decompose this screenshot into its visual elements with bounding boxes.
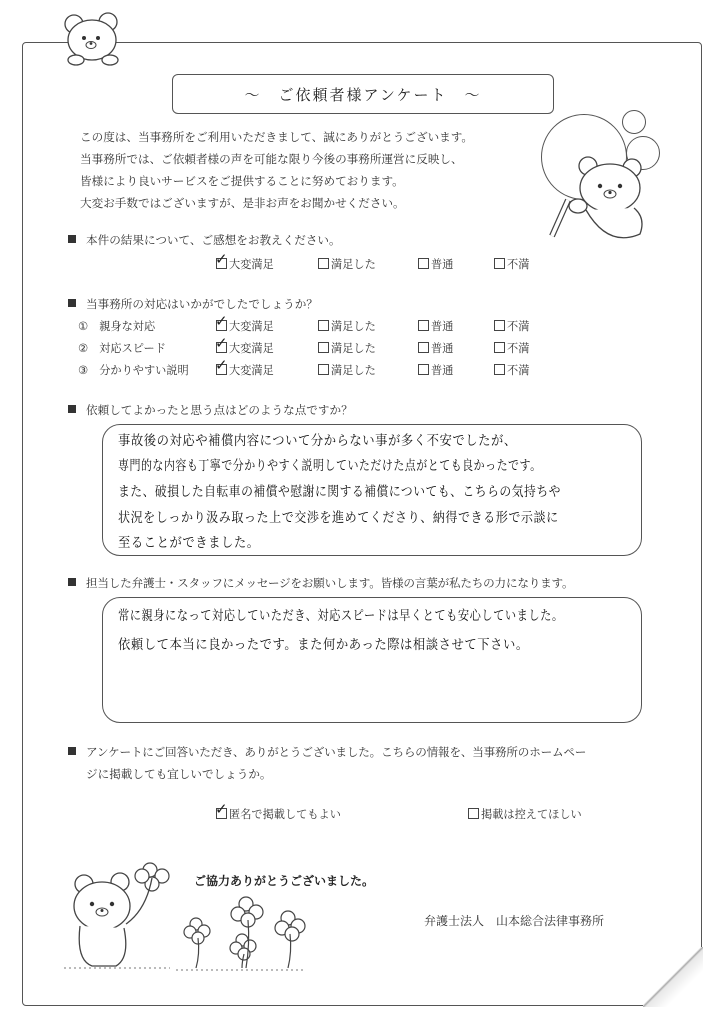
checkbox-checked-icon[interactable] — [216, 808, 227, 819]
q3-answer-line: また、破損した自転車の補償や慰謝に関する補償についても、こちらの気持ちや — [118, 485, 561, 500]
page-curl — [643, 947, 703, 1007]
bullet-square-icon — [68, 405, 76, 413]
q3-answer-line: 事故後の対応や補償内容について分からない事が多く不安でしたが、 — [118, 434, 517, 449]
intro-line: 皆様により良いサービスをご提供することに努めております。 — [80, 174, 404, 188]
q4-answer-line: 常に親身になって対応していただき、対応スピードは早くとても安心していました。 — [118, 609, 564, 624]
bear-pencil-icon — [548, 148, 658, 248]
bubble-small — [622, 110, 646, 134]
q3-question-text: 依頼してよかったと思う点はどのような点ですか？ — [86, 403, 353, 417]
q2-r2-satisfied[interactable] — [318, 340, 376, 356]
q1-option-dissatisfied[interactable] — [494, 256, 529, 272]
checkbox-icon[interactable] — [418, 364, 429, 375]
option-label: 不満 — [507, 258, 530, 271]
q4-question — [68, 575, 573, 591]
checkbox-icon[interactable] — [494, 364, 505, 375]
q5-question-text: アンケートにご回答いただき、ありがとうございました。こちらの情報を、当事務所のホームペー — [86, 745, 587, 759]
q5-question — [68, 744, 586, 760]
option-label: 満足した — [331, 364, 376, 377]
q2-question — [68, 296, 318, 312]
option-label: 普通 — [431, 258, 454, 271]
q2-r1-dissatisfied[interactable] — [494, 318, 529, 334]
checkbox-icon[interactable] — [318, 320, 329, 331]
intro-line: 当事務所では、ご依頼者様の声を可能な限り今後の事務所運営に反映し、 — [80, 152, 463, 166]
checkbox-icon[interactable] — [494, 320, 505, 331]
checkbox-checked-icon[interactable] — [216, 258, 227, 269]
bear-peeking-icon — [60, 8, 130, 68]
option-label: 不満 — [507, 342, 530, 355]
bullet-square-icon — [68, 747, 76, 755]
q2-r1-very-satisfied[interactable] — [216, 318, 274, 334]
q1-question — [68, 232, 341, 248]
option-label: 満足した — [331, 258, 376, 271]
clover-flowers-icon — [176, 894, 306, 974]
q4-question-text: 担当した弁護士・スタッフにメッセージをお願いします。皆様の言葉が私たちの力になります。 — [86, 576, 574, 590]
intro-text — [80, 126, 473, 214]
thanks-message: ご協力ありがとうございました。 — [194, 874, 375, 888]
q2-r2-very-satisfied[interactable] — [216, 340, 274, 356]
option-label: 満足した — [331, 320, 376, 333]
option-label: 不満 — [507, 320, 530, 333]
q2-r3-normal[interactable] — [418, 362, 453, 378]
q2-r1-normal[interactable] — [418, 318, 453, 334]
q2-row-label: ③ 分かりやすい説明 — [78, 364, 189, 377]
q2-r1-satisfied[interactable] — [318, 318, 376, 334]
checkbox-icon[interactable] — [318, 342, 329, 353]
q5-option-anonymous-ok[interactable] — [216, 806, 341, 822]
checkbox-checked-icon[interactable] — [216, 342, 227, 353]
q3-answer-line: 至ることができました。 — [118, 536, 260, 551]
q1-option-normal[interactable] — [418, 256, 453, 272]
option-label: 不満 — [507, 364, 530, 377]
option-label: 大変満足 — [229, 320, 274, 333]
q3-question — [68, 402, 353, 418]
option-label: 普通 — [431, 320, 454, 333]
option-label: 大変満足 — [229, 342, 274, 355]
q1-option-very-satisfied[interactable] — [216, 256, 274, 272]
option-label: 満足した — [331, 342, 376, 355]
q2-question-text: 当事務所の対応はいかがでしたでしょうか？ — [86, 297, 318, 311]
q2-r3-dissatisfied[interactable] — [494, 362, 529, 378]
checkbox-icon[interactable] — [418, 320, 429, 331]
q2-r2-dissatisfied[interactable] — [494, 340, 529, 356]
checkbox-icon[interactable] — [418, 342, 429, 353]
q2-r3-satisfied[interactable] — [318, 362, 376, 378]
q1-option-satisfied[interactable] — [318, 256, 376, 272]
checkbox-icon[interactable] — [318, 364, 329, 375]
q1-question-text: 本件の結果について、ご感想をお教えください。 — [86, 233, 341, 247]
checkbox-checked-icon[interactable] — [216, 364, 227, 375]
bullet-square-icon — [68, 299, 76, 307]
bullet-square-icon — [68, 235, 76, 243]
survey-title: 〜 ご依頼者様アンケート 〜 — [172, 74, 554, 114]
q2-r3-very-satisfied[interactable] — [216, 362, 274, 378]
q2-row-label: ① 親身な対応 — [78, 320, 156, 333]
checkbox-icon[interactable] — [468, 808, 479, 819]
option-label: 大変満足 — [229, 364, 274, 377]
bear-clover-icon — [62, 850, 172, 975]
checkbox-icon[interactable] — [494, 258, 505, 269]
intro-line: 大変お手数ではございますが、是非お声をお聞かせください。 — [80, 196, 405, 210]
option-label: 大変満足 — [229, 258, 274, 271]
bullet-square-icon — [68, 578, 76, 586]
intro-line: この度は、当事務所をご利用いただきまして、誠にありがとうございます。 — [80, 130, 474, 144]
checkbox-icon[interactable] — [418, 258, 429, 269]
q3-answer-line: 専門的な内容も丁寧で分かりやすく説明していただけた点がとても良かったです。 — [118, 459, 542, 474]
q5-option-decline[interactable] — [468, 806, 582, 822]
option-label: 普通 — [431, 364, 454, 377]
q5-question-line2: ジに掲載しても宜しいでしょうか。 — [86, 767, 272, 781]
checkbox-icon[interactable] — [318, 258, 329, 269]
checkbox-icon[interactable] — [494, 342, 505, 353]
checkbox-checked-icon[interactable] — [216, 320, 227, 331]
q2-row-label: ② 対応スピード — [78, 342, 166, 355]
q3-answer-line: 状況をしっかり汲み取った上で交渉を進めてくださり、納得できる形で示談に — [118, 511, 559, 526]
q2-r2-normal[interactable] — [418, 340, 453, 356]
firm-signature: 弁護士法人 山本総合法律事務所 — [424, 914, 605, 928]
option-label: 掲載は控えてほしい — [481, 808, 582, 821]
q4-answer-line: 依頼して本当に良かったです。また何かあった際は相談させて下さい。 — [118, 638, 529, 653]
option-label: 匿名で掲載してもよい — [229, 808, 341, 821]
option-label: 普通 — [431, 342, 454, 355]
